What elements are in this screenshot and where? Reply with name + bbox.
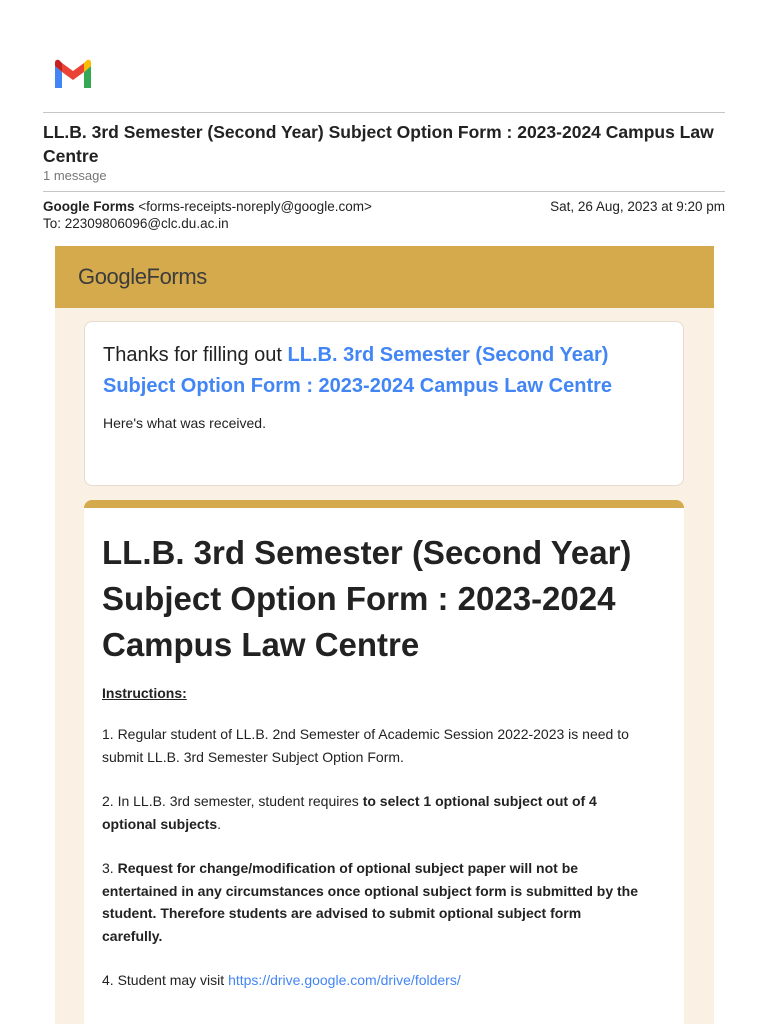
message-count: 1 message [43,168,107,183]
received-text: Here's what was received. [103,415,266,431]
sender-address: <forms-receipts-noreply@google.com> [138,199,372,214]
logo-google-text: Google [78,264,147,289]
thanks-card [84,321,684,486]
form-link[interactable]: LL.B. 3rd Semester (Second Year) Subject Option Form : 2023-2024 Campus Law Centre [103,344,613,397]
sender-name: Google Forms [43,199,135,214]
instruction-1: 1. Regular student of LL.B. 2nd Semester of Academic Session 2022-2023 is need to submit LL.B. 3rd Semester Subject Option Form. [102,726,629,765]
email-date: Sat, 26 Aug, 2023 at 9:20 pm [550,199,725,214]
sender-line [43,199,372,214]
instructions-heading: Instructions: [102,685,187,701]
instruction-2-c: . [217,815,222,832]
logo-forms-text: Forms [146,264,207,289]
drive-link[interactable]: https://drive.google.com/drive/folders/ [228,972,461,988]
instruction-4-a: 4. Student may visit [102,972,229,988]
form-response-card [84,500,684,1024]
instruction-2 [102,790,642,835]
instruction-3-bold: Request for change/modification of optional subject paper will not be entertained in any circumstances once optional subject form is submitted by the student. Therefore students are advised to submit optional subject form carefully. [102,860,639,944]
instruction-3 [102,857,642,947]
forms-email-body [55,246,714,1024]
instruction-2-bold: to select 1 optional subject out of 4 optional subjects [102,793,597,832]
instruction-3-a: 3. [102,860,118,876]
forms-header [55,246,714,308]
divider [43,112,725,113]
form-title: LL.B. 3rd Semester (Second Year) Subject Option Form : 2023-2024 Campus Law Centre [102,534,632,663]
gmail-logo-icon [52,58,94,90]
thanks-prefix: Thanks for filling out [103,344,288,366]
email-subject: LL.B. 3rd Semester (Second Year) Subject Option Form : 2023-2024 Campus Law Centre [43,122,714,166]
instruction-2-a: 2. In LL.B. 3rd semester, student requires [102,793,363,809]
thanks-message [103,340,623,402]
divider [43,191,725,192]
instruction-4 [102,969,642,992]
recipient-line: To: 22309806096@clc.du.ac.in [43,216,229,231]
google-forms-logo [78,264,207,290]
